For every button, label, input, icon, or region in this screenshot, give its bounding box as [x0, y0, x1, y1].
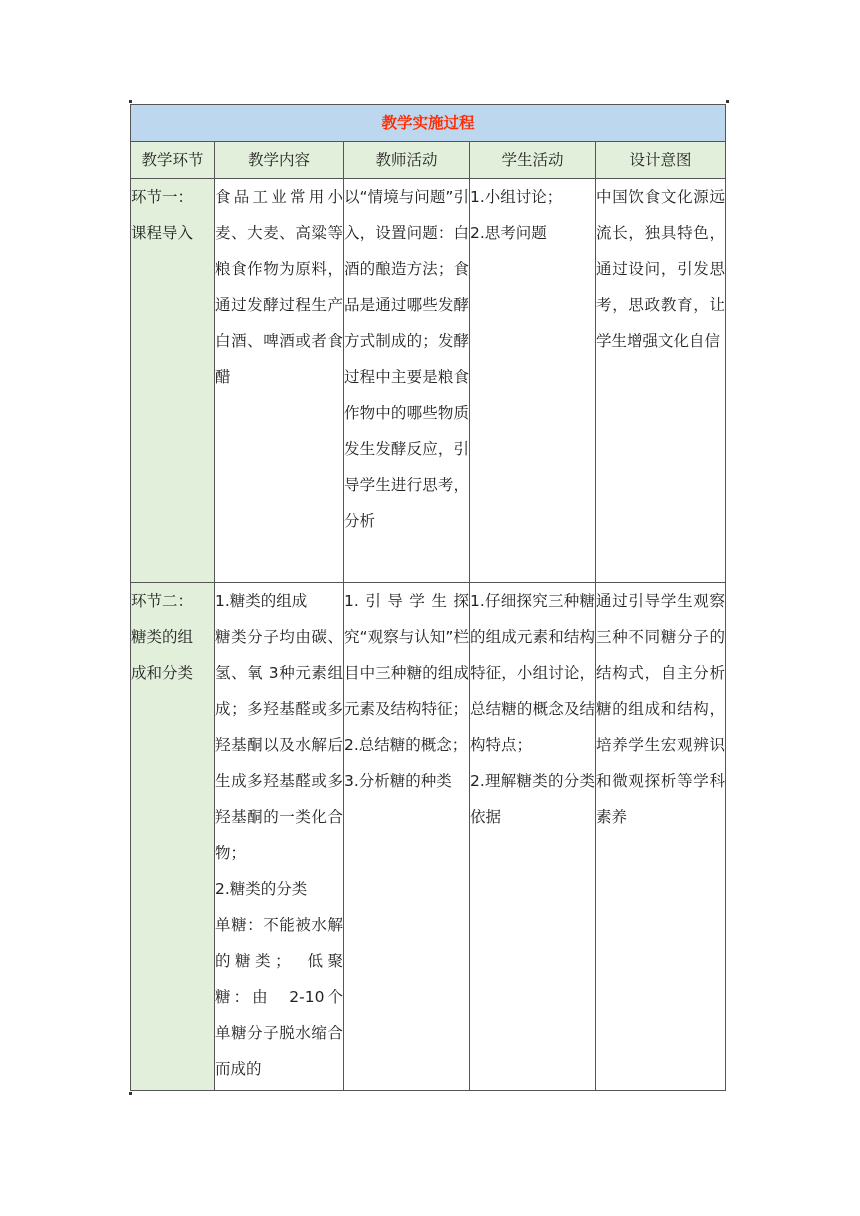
- student-text: 1.小组讨论； 2.思考问题: [470, 188, 563, 242]
- header-design: 设计意图: [596, 142, 726, 179]
- table-title-row: [131, 105, 726, 142]
- table-row: [131, 179, 726, 583]
- design-text: 通过引导学生观察三种不同糖分子的结构式，自主分析糖的组成和结构，培养学生宏观辨识和微观探析等学科素养: [596, 592, 726, 826]
- design-cell: [596, 583, 726, 1091]
- corner-mark: [726, 100, 729, 103]
- corner-mark: [129, 1092, 132, 1095]
- teacher-text: 以“情境与问题”引入，设置问题：白酒的酿造方法；食品是通过哪些发酵方式制成的；发酵过程中主要是粮食作物中的哪些物质发生发酵反应，引导学生进行思考，分析: [344, 188, 469, 530]
- student-cell: [470, 583, 596, 1091]
- table-title: 教学实施过程: [131, 105, 726, 142]
- stage-label: 环节一： 课程导入: [131, 188, 194, 242]
- design-text: 中国饮食文化源远流长，独具特色，通过设问，引发思考，思政教育，让学生增强文化自信: [596, 188, 726, 350]
- design-cell: [596, 179, 726, 583]
- corner-mark: [129, 100, 132, 103]
- teacher-text: 1.引导学生探究“观察与认知”栏目中三种糖的组成元素及结构特征； 2.总结糖的概念； 3.分析糖的种类: [344, 592, 469, 790]
- header-stage: 教学环节: [131, 142, 215, 179]
- teaching-process-table: [130, 104, 726, 1091]
- header-student: 学生活动: [470, 142, 596, 179]
- stage-cell: [131, 583, 215, 1091]
- header-content: 教学内容: [215, 142, 344, 179]
- content-cell: [215, 179, 344, 583]
- header-teacher: 教师活动: [344, 142, 470, 179]
- student-cell: [470, 179, 596, 583]
- student-text: 1.仔细探究三种糖的组成元素和结构特征，小组讨论，总结糖的概念及结构特点； 2.理解糖类的分类依据: [470, 592, 595, 826]
- content-text: 1.糖类的组成 糖类分子均由碳、氢、氧 3种元素组成；多羟基醛或多羟基酮以及水解后生成多羟基醛或多羟基酮的一类化合物； 2.糖类的分类 单糖：不能被水解的糖类； 低聚糖：由 2-10个单糖分子脱水缩合而成的: [215, 592, 343, 1078]
- stage-cell: [131, 179, 215, 583]
- teacher-cell: [344, 179, 470, 583]
- content-cell: [215, 583, 344, 1091]
- table-header-row: [131, 142, 726, 179]
- teacher-cell: [344, 583, 470, 1091]
- stage-label: 环节二： 糖类的组 成和分类: [131, 592, 194, 682]
- content-text: 食品工业常用小麦、大麦、高粱等粮食作物为原料，通过发酵过程生产白酒、啤酒或者食醋: [215, 188, 343, 386]
- table-row: [131, 583, 726, 1091]
